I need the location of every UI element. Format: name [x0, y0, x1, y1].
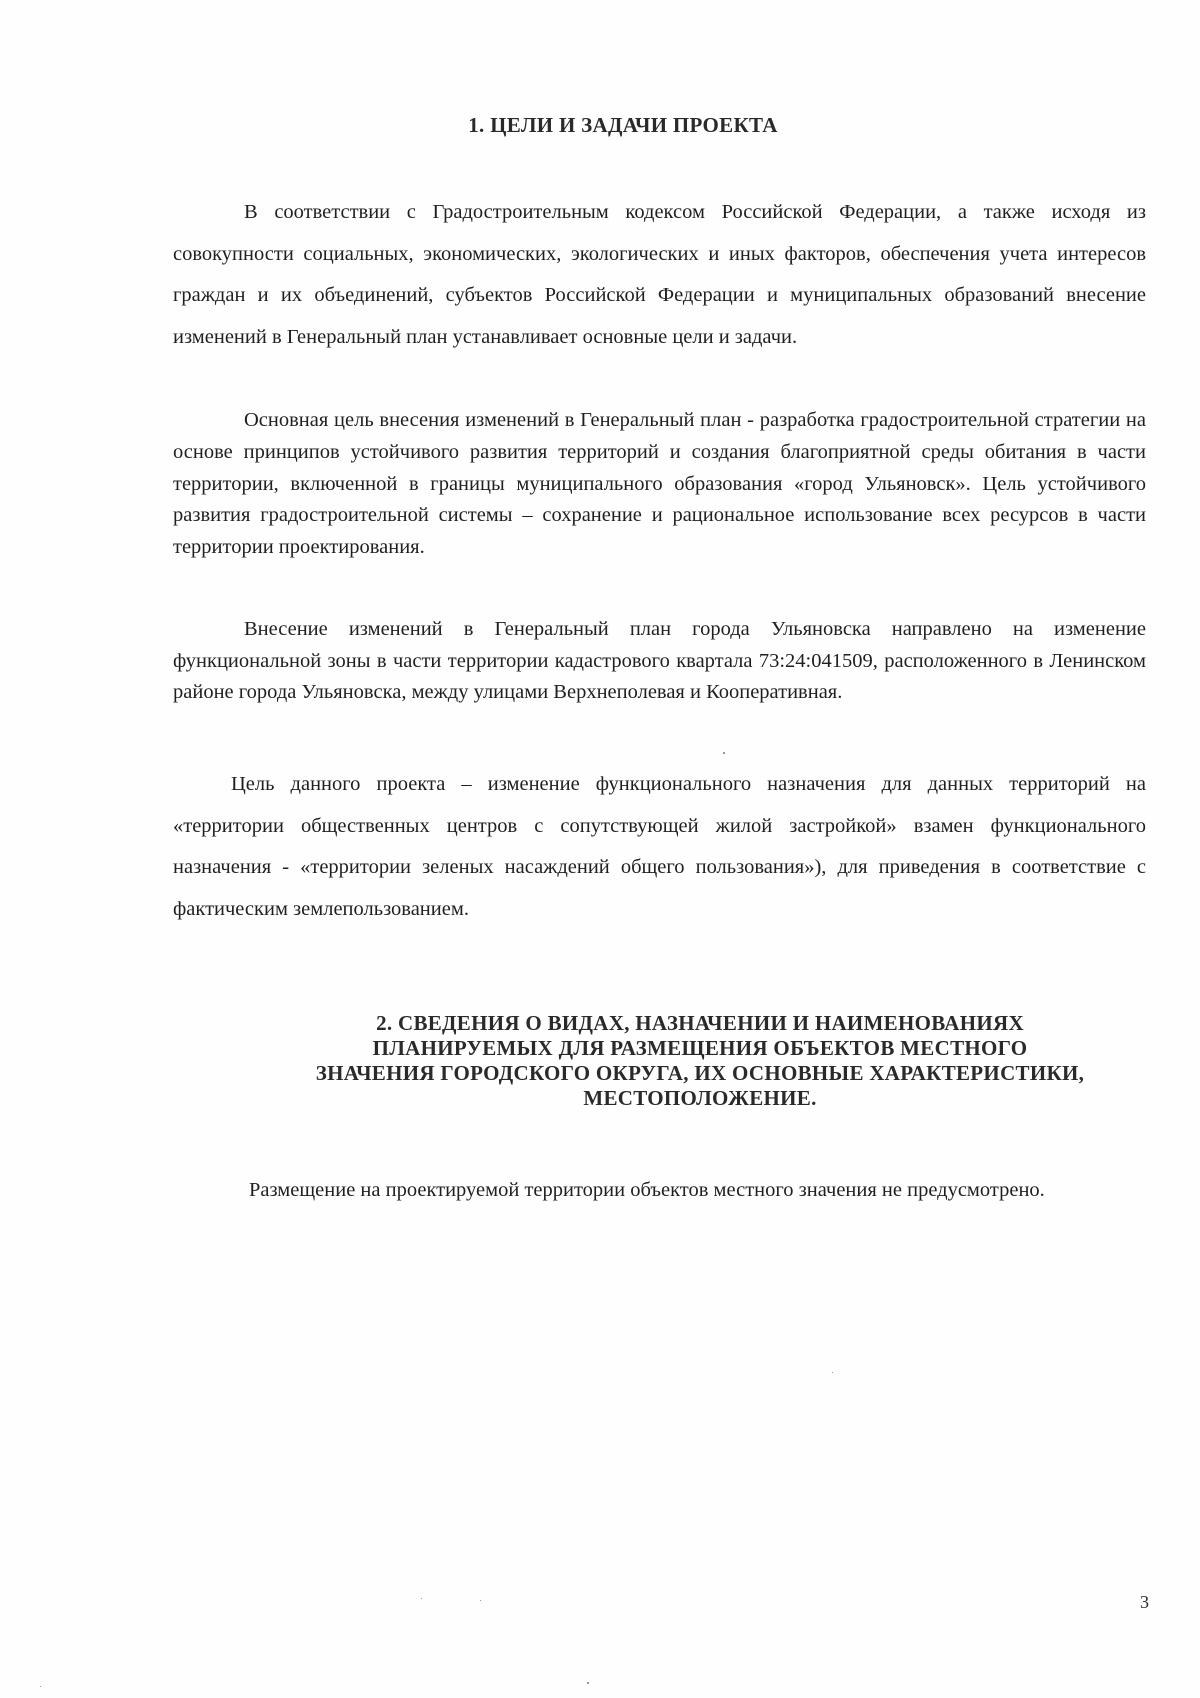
scan-speck — [832, 1372, 833, 1373]
scan-speck — [421, 1598, 422, 1599]
scan-speck — [723, 752, 725, 754]
page-number: 3 — [1140, 1592, 1149, 1612]
section-2-heading-line: ПЛАНИРУЕМЫХ ДЛЯ РАЗМЕЩЕНИЯ ОБЪЕКТОВ МЕСТНОГО — [372, 1036, 1028, 1060]
section-2-heading-line: МЕСТОПОЛОЖЕНИЕ. — [583, 1086, 817, 1110]
section-1-paragraph-1: В соответствии с Градостроительным кодексом Российской Федерации, а также исходя из совокупности социальных, экономических, экологических и иных факторов, обеспечения учета интересов граждан и их объединений, субъектов Российской Федерации и муниципальных образований внесение изменений в Генеральный план устанавливает основные цели и задачи. — [173, 201, 1146, 348]
section-2-heading-line: ЗНАЧЕНИЯ ГОРОДСКОГО ОКРУГА, ИХ ОСНОВНЫЕ ХАРАКТЕРИСТИКИ, — [315, 1061, 1085, 1085]
section-1-paragraph-2: Основная цель внесения изменений в Генеральный план - разработка градостроительной стратегии на основе принципов устойчивого развития территорий и создания благоприятной среды обитания в части территории, включенной в границы муниципального образования «город Ульяновск». Цель устойчивого развития градостроительной системы – сохранение и рациональное использование всех ресурсов в части территории проектирования. — [173, 409, 1146, 559]
section-1-paragraph-4: Цель данного проекта – изменение функционального назначения для данных территорий на «территории общественных центров с сопутствующей жилой застройкой» взамен функционального назначения - «территории зеленых насаждений общего пользования»), для приведения в соответствие с фактическим землепользованием. — [173, 773, 1146, 920]
scan-speck — [40, 1686, 41, 1687]
section-2-heading-line: 2. СВЕДЕНИЯ О ВИДАХ, НАЗНАЧЕНИИ И НАИМЕНОВАНИЯХ — [376, 1011, 1024, 1035]
section-2-paragraph-1: Размещение на проектируемой территории объектов местного значения не предусмотрено. — [249, 1179, 1045, 1201]
section-1-paragraph-3: Внесение изменений в Генеральный план города Ульяновска направлено на изменение функциональной зоны в части территории кадастрового квартала 73:24:041509, расположенного в Ленинском районе города Ульяновска, между улицами Верхнеполевая и Кооперативная. — [173, 618, 1146, 703]
scan-speck — [480, 1600, 481, 1601]
scan-speck — [587, 1682, 589, 1684]
section-2-heading — [250, 1011, 1150, 1111]
section-1-heading: 1. ЦЕЛИ И ЗАДАЧИ ПРОЕКТА — [468, 113, 778, 137]
